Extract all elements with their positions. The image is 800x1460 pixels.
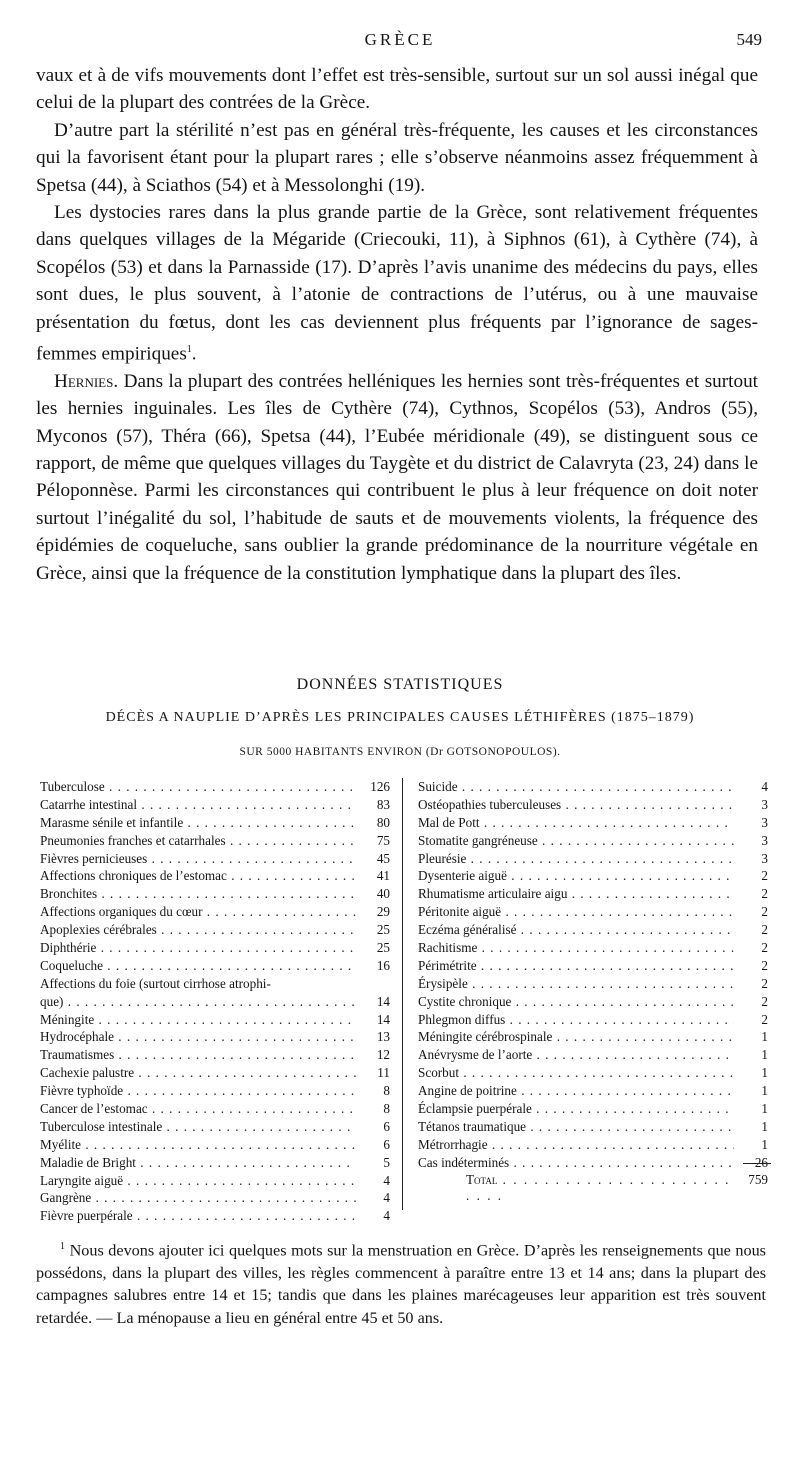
death-count: 6 <box>383 1118 390 1134</box>
death-count: 1 <box>761 1118 768 1134</box>
cause-label: Affections du foie (surtout cirrhose atrophi- <box>40 975 271 991</box>
cause-label: Affections organiques du cœur . . . <box>40 903 356 921</box>
death-count: 13 <box>376 1029 390 1045</box>
stats-row <box>418 939 768 957</box>
cause-label: Ostéopathies tuberculeuses . . . <box>418 796 734 814</box>
cause-label: Catarrhe intestinal . . . <box>40 796 356 814</box>
column-divider <box>402 778 403 1210</box>
stats-row <box>418 1082 768 1100</box>
stats-title: DONNÉES STATISTIQUES <box>296 676 504 693</box>
stats-row <box>40 903 390 921</box>
stats-row <box>418 957 768 975</box>
stats-row <box>418 1064 768 1082</box>
cause-label: Myélite . . . <box>40 1136 356 1154</box>
paragraph: vaux et à de vifs mouvements dont l’effet est très-sensible, surtout sur un sol aussi inégal que celui de la plupart des contrées de la Grèce. <box>36 65 758 114</box>
stats-row <box>418 867 768 885</box>
death-count: 75 <box>376 832 390 848</box>
death-count: 2 <box>761 940 768 956</box>
cause-label: Tétanos traumatique . . . <box>418 1118 734 1136</box>
stats-row <box>418 796 768 814</box>
cause-label: Maladie de Bright . . . <box>40 1154 356 1172</box>
stats-row <box>40 921 390 939</box>
cause-label: que) . . . <box>40 993 356 1011</box>
cause-label: Cystite chronique . . . <box>418 993 734 1011</box>
paragraph: D’autre part la stérilité n’est pas en général très-fréquente, les causes et les circonstances qui la favorisent étant pour la plupart rares ; elle s’observe néanmoins assez fréquemment à Spetsa (44), à Sciathos (54) et à Messolonghi (19). <box>36 119 758 196</box>
stats-row <box>418 832 768 850</box>
stats-row <box>418 1136 768 1154</box>
death-count: 41 <box>376 868 390 884</box>
cause-label: Rhumatisme articulaire aigu . . . <box>418 885 734 903</box>
cause-label: Métrorrhagie . . . <box>418 1136 734 1154</box>
death-count: 11 <box>377 1065 390 1081</box>
paragraph-text: Dans la plupart des contrées helléniques les hernies sont très-fréquentes et surtout les hernies inguinales. Les îles de Cythère (74), Cythnos, Scopélos (53), Andros (55), Myconos (57), Théra (66), Spetsa (44), l’Eubée méridionale (49), se distinguent sous ce rapport, de même que quelques villages du Taygète et du district de Calavryta (23, 24) dans le Péloponnèse. Parmi les circonstances qui contribuent le plus à leur fréquence on doit noter surtout l’inégalité du sol, l’habitude de sauts et de mouvements violents, la fréquence des épidémies de coqueluche, sans oublier la grande prédominance de la nourriture végétale en Grèce, ainsi que la fréquence de la constitution lymphatique dans la plupart des îles. <box>36 370 759 584</box>
stats-row <box>40 957 390 975</box>
death-count: 2 <box>761 957 768 973</box>
death-count: 3 <box>761 814 768 830</box>
stats-row <box>40 1118 390 1136</box>
cause-label: Méningite cérébrospinale . . . <box>418 1028 734 1046</box>
death-count: 2 <box>761 904 768 920</box>
stats-row <box>40 1011 390 1029</box>
death-count: 4 <box>383 1208 390 1224</box>
stats-row <box>418 1011 768 1029</box>
stats-row <box>418 903 768 921</box>
death-count: 8 <box>383 1083 390 1099</box>
cause-label: Affections chroniques de l’estomac . . . <box>40 867 356 885</box>
stats-row <box>40 1100 390 1118</box>
cause-label: Bronchites . . . <box>40 885 356 903</box>
stats-row <box>40 1207 390 1225</box>
death-count: 1 <box>761 1065 768 1081</box>
cause-label: Phlegmon diffus . . . <box>418 1011 734 1029</box>
death-count: 8 <box>383 1101 390 1117</box>
stats-row <box>418 778 768 796</box>
stats-row <box>418 1028 768 1046</box>
death-count: 40 <box>376 886 390 902</box>
death-count: 2 <box>761 1011 768 1027</box>
death-count: 16 <box>376 957 390 973</box>
paragraph-hernies <box>36 368 758 587</box>
stats-left-column <box>40 778 390 1225</box>
death-count: 6 <box>383 1136 390 1152</box>
cause-label: Pleurésie . . . <box>418 850 734 868</box>
death-count: 1 <box>761 1083 768 1099</box>
stats-row <box>40 1189 390 1207</box>
paragraph: Les dystocies rares dans la plus grande partie de la Grèce, sont relativement fréquentes dans quelques villages de la Mégaride (Criecouki, 11), à Siphnos (61), à Cythère (74), à Scopélos (53) et dans la Parnasside (17). D’après l’avis unanime des médecins du pays, elles sont dues, le plus souvent, à l’atonie de contractions de l’utérus, ou à une mauvaise présentation du fœtus, dont les cas deviennent plus fréquents par l’ignorance de sages-femmes empiriques$^1$. <box>36 202 758 365</box>
cause-label: Fièvre typhoïde . . . <box>40 1082 356 1100</box>
stats-row <box>40 867 390 885</box>
footnote-marker: 1 <box>60 1241 65 1252</box>
stats-row <box>40 885 390 903</box>
cause-label: Fièvre puerpérale . . . <box>40 1207 356 1225</box>
death-count: 3 <box>761 850 768 866</box>
stats-row <box>40 778 390 796</box>
stats-row <box>418 850 768 868</box>
stats-row <box>40 814 390 832</box>
cause-label: Cachexie palustre . . . <box>40 1064 356 1082</box>
total-value: 759 <box>748 1172 768 1187</box>
death-count: 2 <box>761 993 768 1009</box>
stats-row <box>40 1082 390 1100</box>
death-count: 1 <box>761 1047 768 1063</box>
stats-row <box>40 1046 390 1064</box>
cause-label: Dysenterie aiguë . . . <box>418 867 734 885</box>
cause-label: Pneumonies franches et catarrhales . . . <box>40 832 356 850</box>
page-number: 549 <box>736 30 762 49</box>
cause-label: Apoplexies cérébrales . . . <box>40 921 356 939</box>
stats-source: SUR 5000 HABITANTS ENVIRON (Dr GOTSONOPOULOS). <box>239 746 561 758</box>
footnote-reference: 1 <box>186 344 192 356</box>
cause-label: Hydrocéphale . . . <box>40 1028 356 1046</box>
cause-label: Mal de Pott . . . <box>418 814 734 832</box>
stats-row <box>418 1046 768 1064</box>
cause-label: Traumatismes . . . <box>40 1046 356 1064</box>
footnote <box>36 1236 766 1329</box>
death-count: 80 <box>376 814 390 830</box>
stats-row <box>40 993 390 1011</box>
death-count: 1 <box>761 1136 768 1152</box>
stats-right-column <box>418 778 768 1172</box>
death-count: 4 <box>761 779 768 794</box>
cause-label: Scorbut . . . <box>418 1064 734 1082</box>
total-rule <box>743 1163 771 1164</box>
cause-label: Périmétrite . . . <box>418 957 734 975</box>
cause-label: Éclampsie puerpérale . . . <box>418 1100 734 1118</box>
cause-label: Fièvres pernicieuses . . . <box>40 850 356 868</box>
body-text <box>36 62 758 587</box>
stats-row <box>40 1172 390 1190</box>
stats-row <box>40 1136 390 1154</box>
stats-row <box>418 993 768 1011</box>
death-count: 126 <box>370 779 390 794</box>
total-label: Total . . . <box>466 1172 734 1204</box>
death-count: 12 <box>376 1047 390 1063</box>
death-count: 3 <box>761 832 768 848</box>
cause-label: Suicide . . . <box>418 778 734 796</box>
cause-label: Stomatite gangréneuse . . . <box>418 832 734 850</box>
running-title: GRÈCE <box>364 30 436 49</box>
stats-row <box>40 975 390 993</box>
death-count: 2 <box>761 868 768 884</box>
death-count: 4 <box>383 1190 390 1206</box>
cause-label: Coqueluche . . . <box>40 957 356 975</box>
page-header <box>0 30 800 54</box>
paragraph-text: Les dystocies rares dans la plus grande partie de la Grèce, sont relativement fréquentes dans quelques villages de la Mégaride (Criecouki, 11), à Siphnos (61), à Cythère (74), à Scopélos (53) et dans la Parnasside (17). D’après l’avis unanime des médecins du pays, elles sont dues, le plus souvent, à l’atonie de contractions de l’utérus, ou à une mauvaise présentation du fœtus, dont les cas deviennent plus fréquents par l’ignorance de sages-femmes empiriques <box>36 202 758 365</box>
stats-row <box>40 939 390 957</box>
death-count: 83 <box>376 796 390 812</box>
death-count: 1 <box>761 1029 768 1045</box>
cause-label: Diphthérie . . . <box>40 939 356 957</box>
cause-label: Gangrène . . . <box>40 1189 356 1207</box>
cause-label: Angine de poitrine . . . <box>418 1082 734 1100</box>
death-count: 2 <box>761 922 768 938</box>
stats-row <box>418 1100 768 1118</box>
stats-row <box>40 1154 390 1172</box>
stats-row <box>418 814 768 832</box>
stats-row <box>40 796 390 814</box>
cause-label: Tuberculose intestinale . . . <box>40 1118 356 1136</box>
stats-row <box>418 1118 768 1136</box>
cause-label: Érysipèle . . . <box>418 975 734 993</box>
stats-row <box>40 832 390 850</box>
death-count: 25 <box>376 922 390 938</box>
death-count: 4 <box>383 1172 390 1188</box>
cause-label: Anévrysme de l’aorte . . . <box>418 1046 734 1064</box>
stats-subtitle: DÉCÈS A NAUPLIE D’APRÈS LES PRINCIPALES CAUSES LÉTHIFÈRES (1875–1879) <box>105 710 695 725</box>
death-count: 25 <box>376 940 390 956</box>
cause-label: Laryngite aiguë . . . <box>40 1172 356 1190</box>
stats-row <box>418 975 768 993</box>
stats-row <box>40 1028 390 1046</box>
death-count: 14 <box>376 993 390 1009</box>
death-count: 5 <box>383 1154 390 1170</box>
cause-label: Cas indéterminés . . . <box>418 1154 734 1172</box>
footnote-paragraph <box>36 1236 766 1329</box>
death-count: 2 <box>761 975 768 991</box>
section-heading: Hernies. <box>54 370 119 392</box>
stats-row <box>418 1154 768 1172</box>
stats-row <box>40 1064 390 1082</box>
cause-label: Péritonite aiguë . . . <box>418 903 734 921</box>
death-count: 3 <box>761 796 768 812</box>
cause-label: Méningite . . . <box>40 1011 356 1029</box>
death-count: 2 <box>761 886 768 902</box>
cause-label: Eczéma généralisé . . . <box>418 921 734 939</box>
stats-row <box>418 921 768 939</box>
footnote-text: Nous devons ajouter ici quelques mots sur la menstruation en Grèce. D’après les renseignements que nous possédons, dans la plupart des villes, les règles commencent à paraître entre 13 et 14 ans; dans la plupart des campagnes salubres entre 14 et 15; tandis que dans les plaines marécageuses leur apparition est très souvent retardée. — La ménopause a lieu en général entre 45 et 50 ans. <box>36 1241 766 1327</box>
total-row <box>466 1172 768 1204</box>
cause-label: Cancer de l’estomac . . . <box>40 1100 356 1118</box>
cause-label: Tuberculose . . . <box>40 778 356 796</box>
stats-row <box>418 885 768 903</box>
cause-label: Marasme sénile et infantile . . . <box>40 814 356 832</box>
death-count: 45 <box>376 850 390 866</box>
cause-label: Rachitisme . . . <box>418 939 734 957</box>
death-count: 29 <box>376 904 390 920</box>
death-count: 1 <box>761 1101 768 1117</box>
death-count: 14 <box>376 1011 390 1027</box>
stats-row <box>40 850 390 868</box>
